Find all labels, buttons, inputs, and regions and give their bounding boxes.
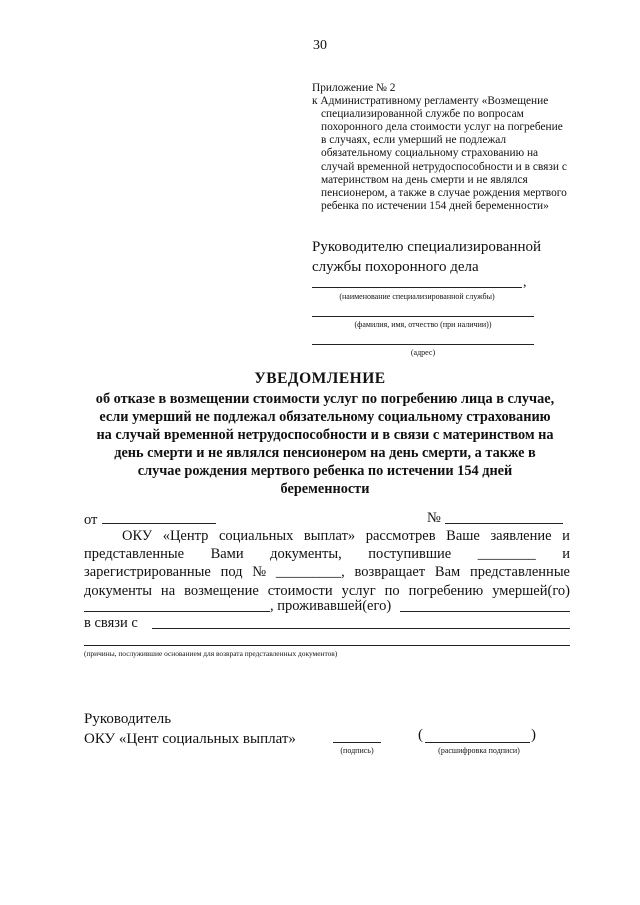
date-field[interactable] [102, 523, 216, 524]
service-name-field[interactable] [312, 287, 522, 288]
body-word: Ваше [446, 528, 480, 544]
body-word: № [252, 564, 267, 580]
appendix-reference [312, 82, 592, 213]
body-word: рассмотрев [365, 528, 436, 544]
body-word: поступившие [368, 546, 452, 562]
decryption-paren-close: ) [531, 727, 536, 743]
body-line-2 [84, 546, 570, 563]
deceased-address-field[interactable] [400, 611, 570, 612]
subtitle-line: на случай временной нетрудоспособности и в связи с материнством на [96, 427, 554, 443]
appendix-line: специализированной службе по вопросам [321, 108, 524, 121]
appendix-line: ребенка по истечении 154 дней беременности» [321, 199, 549, 212]
appendix-line: Приложение № 2 [312, 82, 396, 94]
registration-number-field[interactable] [445, 523, 563, 524]
signatory-title [84, 709, 296, 749]
service-name-caption: (наименование специализированной службы) [339, 292, 495, 301]
appendix-line: обязательному социальному страхованию на [321, 147, 539, 160]
body-word: Вами [210, 546, 244, 562]
body-line-5: , проживавшей(его) [270, 598, 392, 614]
body-word: под [220, 564, 243, 580]
subtitle-line: если умерший не подлежал обязательному социальному страхованию [99, 409, 551, 425]
document-title: УВЕДОМЛЕНИЕ [254, 370, 386, 387]
reasons-caption: (причины, послужившие основанием для возврата представленных документов) [84, 649, 338, 658]
appendix-line: к Административному регламенту «Возмещение [312, 95, 549, 108]
addressee-line: службы похоронного дела [312, 259, 479, 275]
body-word: представленные [469, 564, 570, 580]
addressee-comma: , [523, 275, 527, 290]
body-word: зарегистрированные [84, 564, 211, 580]
subtitle-line: случае рождения мертвого ребенка по истечении 154 дней [137, 463, 513, 479]
body-line-3 [84, 564, 570, 581]
deceased-name-field[interactable] [84, 611, 270, 612]
appendix-line: пенсионером, а также в случае рождения мертвого [321, 186, 567, 199]
body-line-6: в связи с [84, 615, 138, 631]
subtitle-line: об отказе в возмещении стоимости услуг по погребению лица в случае, [95, 391, 555, 407]
page-number: 30 [313, 38, 327, 53]
signatory-title-line: ОКУ «Цент социальных выплат» [84, 731, 296, 747]
subtitle-line: день смерти и не являлся пенсионером на день смерти, а также в [114, 445, 536, 461]
from-label: от [84, 512, 98, 528]
reason-field-continued[interactable] [84, 645, 570, 646]
decryption-caption: (расшифровка подписи) [438, 746, 520, 755]
body-word: документы, [270, 546, 342, 562]
appendix-line: похоронного дела стоимости услуг на погребение [321, 121, 563, 134]
body-word: и [562, 546, 570, 562]
address-caption: (адрес) [410, 348, 436, 357]
signature-decryption-field[interactable] [425, 742, 530, 743]
decryption-paren-open: ( [418, 727, 423, 743]
appendix-line: в случаях, если умерший не подлежал [321, 134, 507, 147]
receipt-date-blank[interactable]: ________ [477, 546, 536, 562]
body-word: ОКУ [122, 528, 153, 544]
subtitle-line: беременности [280, 481, 370, 497]
body-word: выплат» [303, 528, 356, 544]
registration-number-blank[interactable]: _________, [275, 564, 345, 580]
body-word: заявление [490, 528, 552, 544]
signature-caption: (подпись) [340, 746, 374, 755]
body-line-1 [122, 528, 570, 545]
body-word: возвращает [354, 564, 426, 580]
appendix-line: материнством на день смерти и не являлся [321, 173, 528, 186]
addressee-line: Руководителю специализированной [312, 239, 542, 255]
signature-field[interactable] [333, 742, 381, 743]
body-word: социальных [218, 528, 294, 544]
address-field[interactable] [312, 344, 534, 345]
body-word: «Центр [162, 528, 209, 544]
full-name-field[interactable] [312, 316, 534, 317]
body-line-4: документы на возмещение стоимости услуг по погребению умершей(го) [84, 583, 570, 599]
signatory-title-line: Руководитель [84, 711, 172, 727]
full-name-caption: (фамилия, имя, отчество (при наличии)) [354, 320, 492, 329]
addressee [312, 237, 612, 277]
body-word: и [562, 528, 570, 544]
reason-field[interactable] [152, 628, 570, 629]
appendix-line: случай временной нетрудоспособности и в связи с [321, 160, 567, 173]
body-word: представленные [84, 546, 185, 562]
document-subtitle [70, 390, 580, 498]
number-label: № [427, 510, 441, 526]
body-word: Вам [434, 564, 461, 580]
